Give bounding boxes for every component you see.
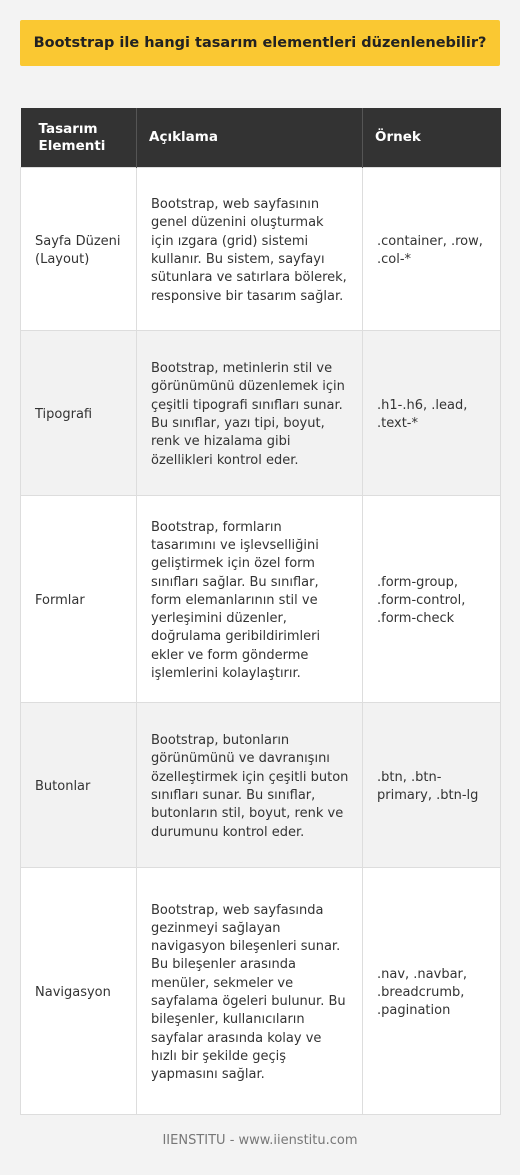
cell-description: Bootstrap, web sayfasında gezinmeyi sağlayan navigasyon bileşenleri sunar. Bu bileşenler arasında menüler, sekmeler ve sayfalama ögeleri bulunur. Bu bileşenler, kullanıcıların sayfalar arasında kolay ve hızlı bir şekilde geçiş yapmasını sağlar. <box>137 868 363 1115</box>
cell-example: .form-group, .form-control, .form-check <box>363 496 501 703</box>
cell-example: .btn, .btn-primary, .btn-lg <box>363 703 501 868</box>
title-banner <box>20 20 500 66</box>
header-element: Tasarım Elementi <box>21 108 137 168</box>
table-row <box>21 868 501 1115</box>
footer-credit: IIENSTITU - www.iienstitu.com <box>162 1133 358 1148</box>
page-title: Bootstrap ile hangi tasarım elementleri düzenlenebilir? <box>33 35 487 51</box>
cell-example: .h1-.h6, .lead, .text-* <box>363 331 501 496</box>
table-header-row <box>21 108 501 168</box>
cell-element: Tipografi <box>21 331 137 496</box>
table-row <box>21 496 501 703</box>
cell-description: Bootstrap, formların tasarımını ve işlevselliğini geliştirmek için özel form sınıfları sağlar. Bu sınıflar, form elemanlarının stil ve yerleşimini düzenler, doğrulama geribildirimleri ekler ve form gönderme işlemlerini kolaylaştırır. <box>137 496 363 703</box>
design-elements-table <box>20 108 501 1115</box>
table-row <box>21 703 501 868</box>
cell-element: Navigasyon <box>21 868 137 1115</box>
cell-example: .nav, .navbar, .breadcrumb, .pagination <box>363 868 501 1115</box>
table-row <box>21 331 501 496</box>
cell-example: .container, .row, .col-* <box>363 168 501 331</box>
cell-description: Bootstrap, butonların görünümünü ve davranışını özelleştirmek için çeşitli buton sınıfları sunar. Bu sınıflar, butonların stil, boyut, renk ve durumunu kontrol eder. <box>137 703 363 868</box>
cell-element: Butonlar <box>21 703 137 868</box>
header-example: Örnek <box>363 108 501 168</box>
cell-element: Sayfa Düzeni (Layout) <box>21 168 137 331</box>
table-row <box>21 168 501 331</box>
header-description: Açıklama <box>137 108 363 168</box>
cell-element: Formlar <box>21 496 137 703</box>
cell-description: Bootstrap, web sayfasının genel düzenini oluşturmak için ızgara (grid) sistemi kullanır. Bu sistem, sayfayı sütunlara ve satırlara bölerek, responsive bir tasarım sağlar. <box>137 168 363 331</box>
cell-description: Bootstrap, metinlerin stil ve görünümünü düzenlemek için çeşitli tipografi sınıfları sunar. Bu sınıflar, yazı tipi, boyut, renk ve hizalama gibi özellikleri kontrol eder. <box>137 331 363 496</box>
